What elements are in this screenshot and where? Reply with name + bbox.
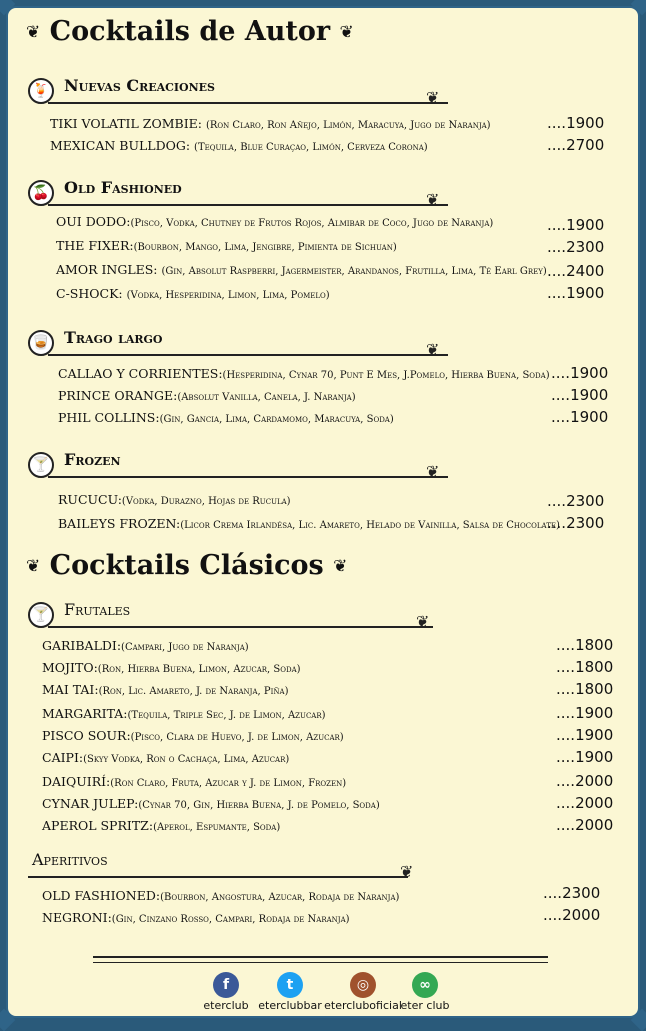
item-price: ....1900	[547, 114, 605, 132]
social-twitter[interactable]: t eterclubbar	[245, 972, 335, 1012]
menu-item: CYNAR JULEP:(Cynar 70, Gin, Hierba Buena, J. de Pomelo, Soda)	[42, 796, 380, 811]
frozen-drink-icon: 🍸	[28, 452, 54, 478]
item-price: ....2400	[547, 262, 605, 280]
menu-item: MARGARITA:(Tequila, Triple Sec, J. de Limon, Azucar)	[42, 706, 326, 721]
menu-item: THE FIXER:(Bourbon, Mango, Lima, Jengibre, Pimienta de Sichuan)	[56, 238, 397, 253]
flourish-icon: ❦	[426, 190, 440, 209]
menu-item: GARIBALDI:(Campari, Jugo de Naranja)	[42, 638, 249, 653]
item-price: ....1900	[551, 364, 609, 382]
item-price: ....1800	[556, 658, 614, 676]
menu-item: TIKI VOLATIL ZOMBIE: (Ron Claro, Ron Añejo, Limón, Maracuya, Jugo de Naranja)	[50, 116, 491, 131]
item-price: ....2000	[556, 772, 614, 790]
item-price: ....1900	[547, 216, 605, 234]
social-tripadvisor[interactable]: ∞ eter club	[380, 972, 470, 1012]
divider	[93, 962, 548, 963]
menu-item: PRINCE ORANGE:(Absolut Vanilla, Canela, J. Naranja)	[58, 388, 356, 403]
cocktail-icon: 🍹	[28, 78, 54, 104]
item-price: ....2300	[547, 492, 605, 510]
title-autor: ❦ Cocktails de Autor ❦	[26, 16, 354, 47]
item-price: ....1900	[556, 748, 614, 766]
item-price: ....1800	[556, 680, 614, 698]
item-price: ....1900	[556, 704, 614, 722]
menu-item: MAI TAI:(Ron, Lic. Amareto, J. de Naranja, Piña)	[42, 682, 289, 697]
tripadvisor-icon: ∞	[412, 972, 438, 998]
flourish-icon: ❦	[339, 22, 354, 43]
item-price: ....2000	[556, 816, 614, 834]
menu-item: OLD FASHIONED:(Bourbon, Angostura, Azucar, Rodaja de Naranja)	[42, 888, 400, 903]
item-price: ....1900	[551, 408, 609, 426]
menu-item: CAIPI:(Skyy Vodka, Ron o Cachaça, Lima, Azucar)	[42, 750, 290, 765]
item-price: ....2300	[547, 514, 605, 532]
item-price: ....1900	[551, 386, 609, 404]
menu-item: DAIQUIRÍ:(Ron Claro, Fruta, Azucar y J. de Limon, Frozen)	[42, 774, 347, 789]
item-price: ....2700	[547, 136, 605, 154]
item-price: ....2000	[556, 794, 614, 812]
social-facebook[interactable]: f eterclub	[181, 972, 271, 1012]
flourish-icon: ❦	[26, 22, 41, 43]
flourish-icon: ❦	[400, 862, 414, 881]
flourish-icon: ❦	[416, 612, 430, 631]
flourish-icon: ❦	[26, 556, 41, 577]
menu-item: MOJITO:(Ron, Hierba Buena, Limon, Azucar, Soda)	[42, 660, 301, 675]
flourish-icon: ❦	[426, 340, 440, 359]
item-price: ....1800	[556, 636, 614, 654]
social-instagram[interactable]: ◎ eterclubo​ficial	[318, 972, 408, 1012]
menu-item: NEGRONI:(Gin, Cinzano Rosso, Campari, Rodaja de Naranja)	[42, 910, 350, 925]
item-price: ....2300	[543, 884, 601, 902]
menu-item: OUI DODO:(Pisco, Vodka, Chutney de Frutos Rojos, Almibar de Coco, Jugo de Naranja)	[56, 214, 494, 229]
flourish-icon: ❦	[426, 462, 440, 481]
menu-item: BAILEYS FROZEN:(Licor Crema Irlandésa, Lic. Amareto, Helado de Vainilla, Salsa de Chocolate)	[58, 516, 560, 531]
item-price: ....2300	[547, 238, 605, 256]
item-price: ....2000	[543, 906, 601, 924]
menu-item: AMOR INGLES: (Gin, Absolut Raspberri, Jagermeister, Arandanos, Frutilla, Lima, Té Earl Grey)	[56, 262, 547, 277]
menu-item: RUCUCU:(Vodka, Durazno, Hojas de Rucula)	[58, 492, 291, 507]
glass-icon: 🥃	[28, 330, 54, 356]
item-price: ....1900	[556, 726, 614, 744]
cocktail-icon: 🍒	[28, 180, 54, 206]
item-price: ....1900	[547, 284, 605, 302]
flourish-icon: ❦	[333, 556, 348, 577]
instagram-icon: ◎	[350, 972, 376, 998]
twitter-icon: t	[277, 972, 303, 998]
facebook-icon: f	[213, 972, 239, 998]
menu-item: PISCO SOUR:(Pisco, Clara de Huevo, J. de Limon, Azucar)	[42, 728, 344, 743]
menu-item: PHIL COLLINS:(Gin, Gancia, Lima, Cardamomo, Maracuya, Soda)	[58, 410, 394, 425]
menu-item: CALLAO Y CORRIENTES:(Hesperidina, Cynar 70, Punt E Mes, J.Pomelo, Hierba Buena, Soda)	[58, 366, 550, 381]
menu-item: C-SHOCK: (Vodka, Hesperidina, Limon, Lima, Pomelo)	[56, 286, 330, 301]
martini-icon: 🍸	[28, 602, 54, 628]
menu-item: MEXICAN BULLDOG: (Tequila, Blue Curaçao, Limón, Cerveza Corona)	[50, 138, 428, 153]
menu-item: APEROL SPRITZ:(Aperol, Espumante, Soda)	[42, 818, 281, 833]
divider	[93, 956, 548, 958]
flourish-icon: ❦	[426, 88, 440, 107]
title-clasicos: ❦ Cocktails Clásicos ❦	[26, 550, 348, 581]
